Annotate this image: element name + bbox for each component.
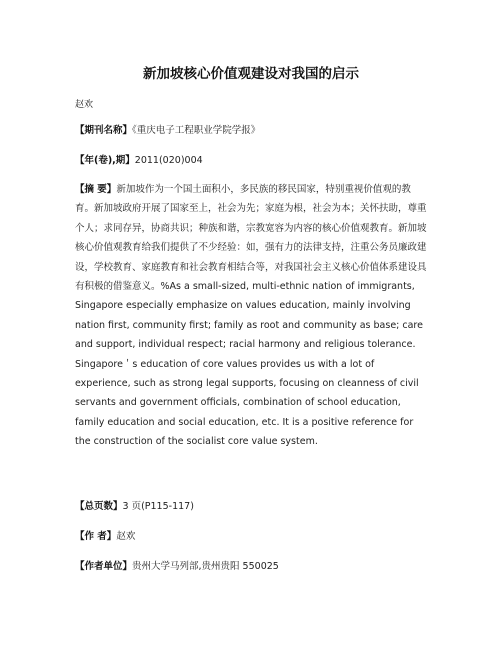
pages-label: 【总页数】 (75, 501, 123, 512)
year-label: 【年(卷),期】 (75, 155, 135, 166)
document-title: 新加坡核心价值观建设对我国的启示 (143, 66, 359, 82)
pages-value: 3 页(P115-117) (122, 501, 194, 512)
journal-label: 【期刊名称】 (75, 125, 133, 136)
journal-value: 《重庆电子工程职业学院学报》 (132, 125, 261, 136)
author-field (75, 527, 427, 546)
affiliation-field (75, 557, 427, 576)
abstract-label: 【摘 要】 (75, 184, 117, 195)
abstract-chinese: 新加坡作为一个国土面积小，多民族的移民国家，特别重视价值观的教育。新加坡政府开展了国家至上，社会为先；家庭为根，社会为本；关怀扶助，尊重个人；求同存异，协商共识；种族和谐，宗教宽容为内容的核心价值观教育。新加坡核心价值观教育给我们提供了不少经验：如，强有力的法律支持，注重公务员廉政建设，学校教育、家庭教育和社会教育相结合等，对我国社会主义核心价值体系建设具有积极的借鉴意义。 (75, 184, 427, 293)
year-value: 2011(020)004 (134, 155, 203, 166)
author-label: 【作 者】 (75, 531, 117, 542)
document-author: 赵欢 (75, 100, 94, 110)
abstract-block (75, 180, 427, 452)
affiliation-label: 【作者单位】 (75, 561, 133, 572)
author-value: 赵欢 (116, 531, 136, 542)
year-field (75, 151, 427, 170)
pages-field (75, 497, 427, 516)
journal-field (75, 121, 427, 140)
abstract-english: %As a small-sized, multi-ethnic nation of immigrants, Singapore especially emphasize on values education, mainly involving nation first, community first; family as root and community as base; care and support, individual respect; racial harmony and religious tolerance. Singapore＇s education of core values provides us with a lot of experience, such as strong legal supports, focusing on cleanness of civil servants and government officials, combination of school education, family education and social education, etc. It is a positive reference for the construction of the socialist core value system. (75, 281, 423, 448)
affiliation-value: 贵州大学马列部,贵州贵阳 550025 (132, 561, 279, 572)
